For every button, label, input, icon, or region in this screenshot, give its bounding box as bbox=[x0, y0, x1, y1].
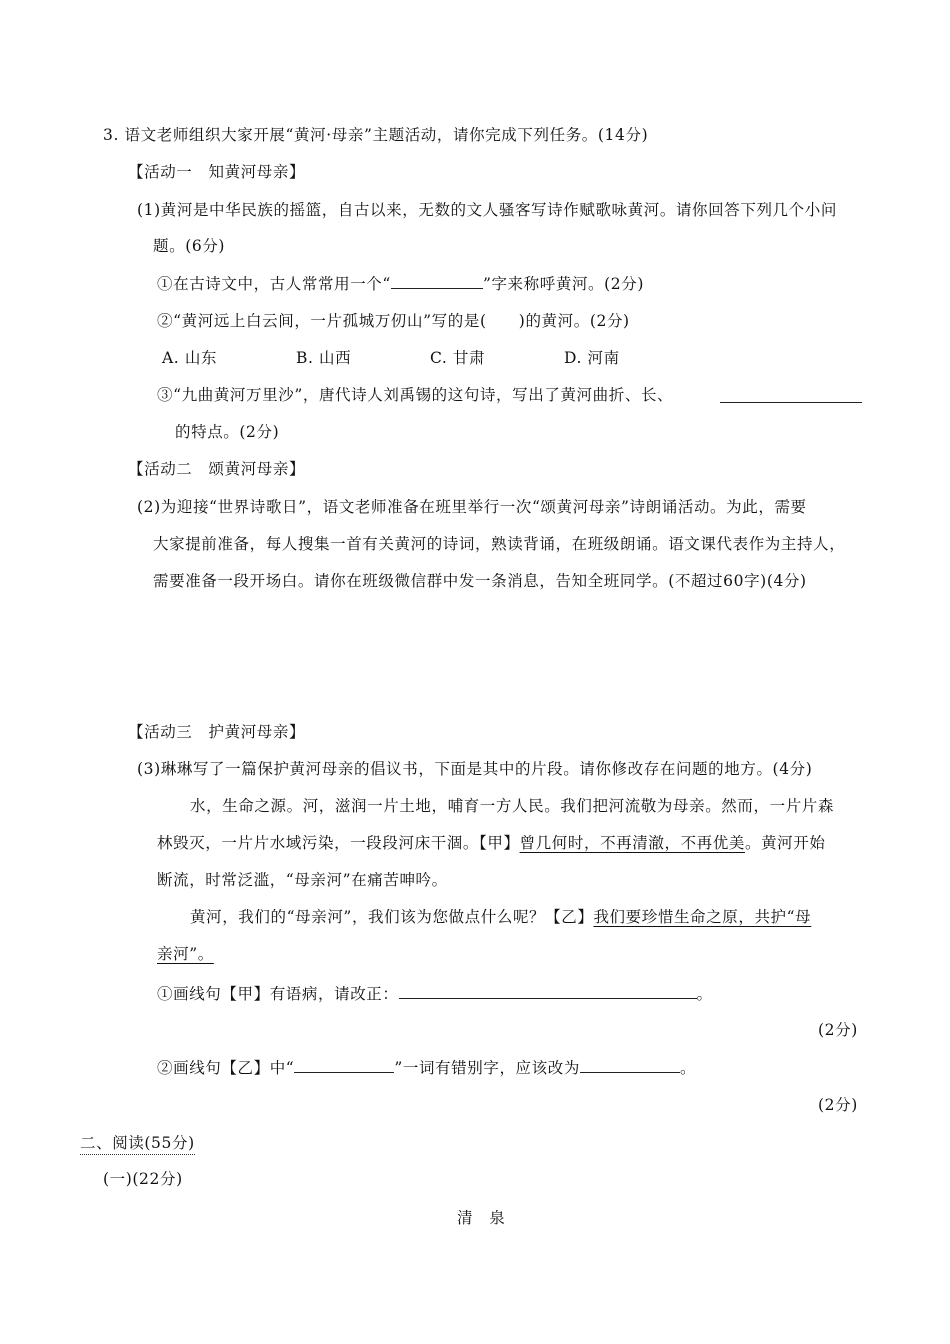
activity-1-sub3-line2: 的特点。(2分) bbox=[175, 423, 280, 441]
activity-3-sub2-score: (2分) bbox=[818, 1096, 858, 1114]
option-d[interactable]: D. 河南 bbox=[564, 349, 620, 367]
question-3-intro: 3. 语文老师组织大家开展“黄河·母亲”主题活动，请你完成下列任务。(14分) bbox=[103, 126, 649, 144]
passage-para2-line2 bbox=[157, 943, 214, 965]
activity-1-prompt-line2: 题。(6分) bbox=[153, 237, 226, 255]
sub1-text-post: ”字来称呼黄河。(2分) bbox=[482, 275, 645, 293]
activity-2-line2: 大家提前准备，每人搜集一首有关黄河的诗词，熟读背诵，在班级朗诵。语文课代表作为主持人， bbox=[153, 535, 846, 553]
activity-2-line3: 需要准备一段开场白。请你在班级微信群中发一条消息，告知全班同学。(不超过60字)(4分) bbox=[153, 572, 807, 590]
sub2-correction-blank[interactable] bbox=[580, 1056, 680, 1073]
sub2-yi-pre: ②画线句【乙】中“ bbox=[157, 1059, 295, 1077]
passage-para1-line3: 断流，时常泛滥，“母亲河”在痛苦呻吟。 bbox=[157, 871, 448, 889]
activity-3-title: 【活动三 护黄河母亲】 bbox=[128, 723, 306, 741]
reading-part-1: (一)(22分) bbox=[103, 1170, 183, 1188]
option-b[interactable]: B. 山西 bbox=[296, 349, 352, 367]
activity-1-title: 【活动一 知黄河母亲】 bbox=[128, 163, 306, 181]
sub1-jia-answer-blank[interactable] bbox=[399, 982, 697, 999]
option-a[interactable]: A. 山东 bbox=[162, 349, 218, 367]
activity-2-line1: (2)为迎接“世界诗歌日”，语文老师准备在班里举行一次“颂黄河母亲”诗朗诵活动。为此，需要 bbox=[137, 498, 807, 516]
sub1-text-pre: ①在古诗文中，古人常常用一个“ bbox=[157, 275, 391, 293]
para1-line2-pre: 林毁灭，一片片水域污染，一段段河床干涸。【甲】 bbox=[157, 834, 520, 852]
activity-1-sub2: ②“黄河远上白云间，一片孤城万仞山”写的是( )的黄河。(2分) bbox=[157, 312, 630, 330]
activity-3-sub1 bbox=[157, 982, 713, 1005]
section-2-heading-text: 二、阅读(55分) bbox=[80, 1134, 195, 1155]
sub1-answer-blank[interactable] bbox=[391, 272, 483, 289]
underlined-sentence-yi-part1: 我们要珍惜生命之原，共护“母 bbox=[593, 908, 812, 926]
sub1-jia-pre: ①画线句【甲】有语病，请改正： bbox=[157, 985, 399, 1003]
underlined-sentence-yi-part2: 亲河”。 bbox=[157, 945, 214, 963]
sub2-yi-mid: ”一词有错别字，应该改为 bbox=[394, 1059, 580, 1077]
article-title: 清 泉 bbox=[457, 1209, 506, 1227]
sub3-answer-blank[interactable] bbox=[720, 386, 862, 403]
passage-para1-line1: 水，生命之源。河，滋润一片土地，哺育一方人民。我们把河流敬为母亲。然而，一片片森 bbox=[190, 797, 835, 815]
sub3-text-pre: ③“九曲黄河万里沙”，唐代诗人刘禹锡的这句诗，写出了黄河曲折、长、 bbox=[157, 386, 674, 404]
passage-para2-line1 bbox=[190, 906, 811, 928]
underlined-sentence-jia: 曾几何时，不再清澈，不再优美 bbox=[519, 834, 745, 852]
activity-3-sub2 bbox=[157, 1056, 696, 1079]
passage-para1-line2 bbox=[157, 832, 825, 854]
para2-line1-pre: 黄河，我们的“母亲河”，我们该为您做点什么呢？【乙】 bbox=[190, 908, 594, 926]
activity-1-prompt-line1: (1)黄河是中华民族的摇篮，自古以来，无数的文人骚客写诗作赋歌咏黄河。请你回答下列几个小问 bbox=[137, 201, 837, 219]
sub2-yi-post: 。 bbox=[679, 1059, 697, 1077]
activity-3-sub1-score: (2分) bbox=[818, 1021, 858, 1039]
sub1-jia-post: 。 bbox=[696, 985, 713, 1003]
activity-1-sub1 bbox=[157, 272, 644, 295]
para1-line2-post: 。黄河开始 bbox=[744, 834, 826, 852]
activity-1-sub3 bbox=[157, 384, 673, 406]
option-c[interactable]: C. 甘肃 bbox=[430, 349, 486, 367]
sub2-wrong-word-blank[interactable] bbox=[294, 1056, 394, 1073]
activity-3-line1: (3)琳琳写了一篇保护黄河母亲的倡议书，下面是其中的片段。请你修改存在问题的地方。(4分) bbox=[137, 760, 813, 778]
activity-2-answer-area[interactable] bbox=[153, 605, 863, 710]
section-2-heading bbox=[80, 1132, 195, 1154]
activity-2-title: 【活动二 颂黄河母亲】 bbox=[128, 460, 306, 478]
